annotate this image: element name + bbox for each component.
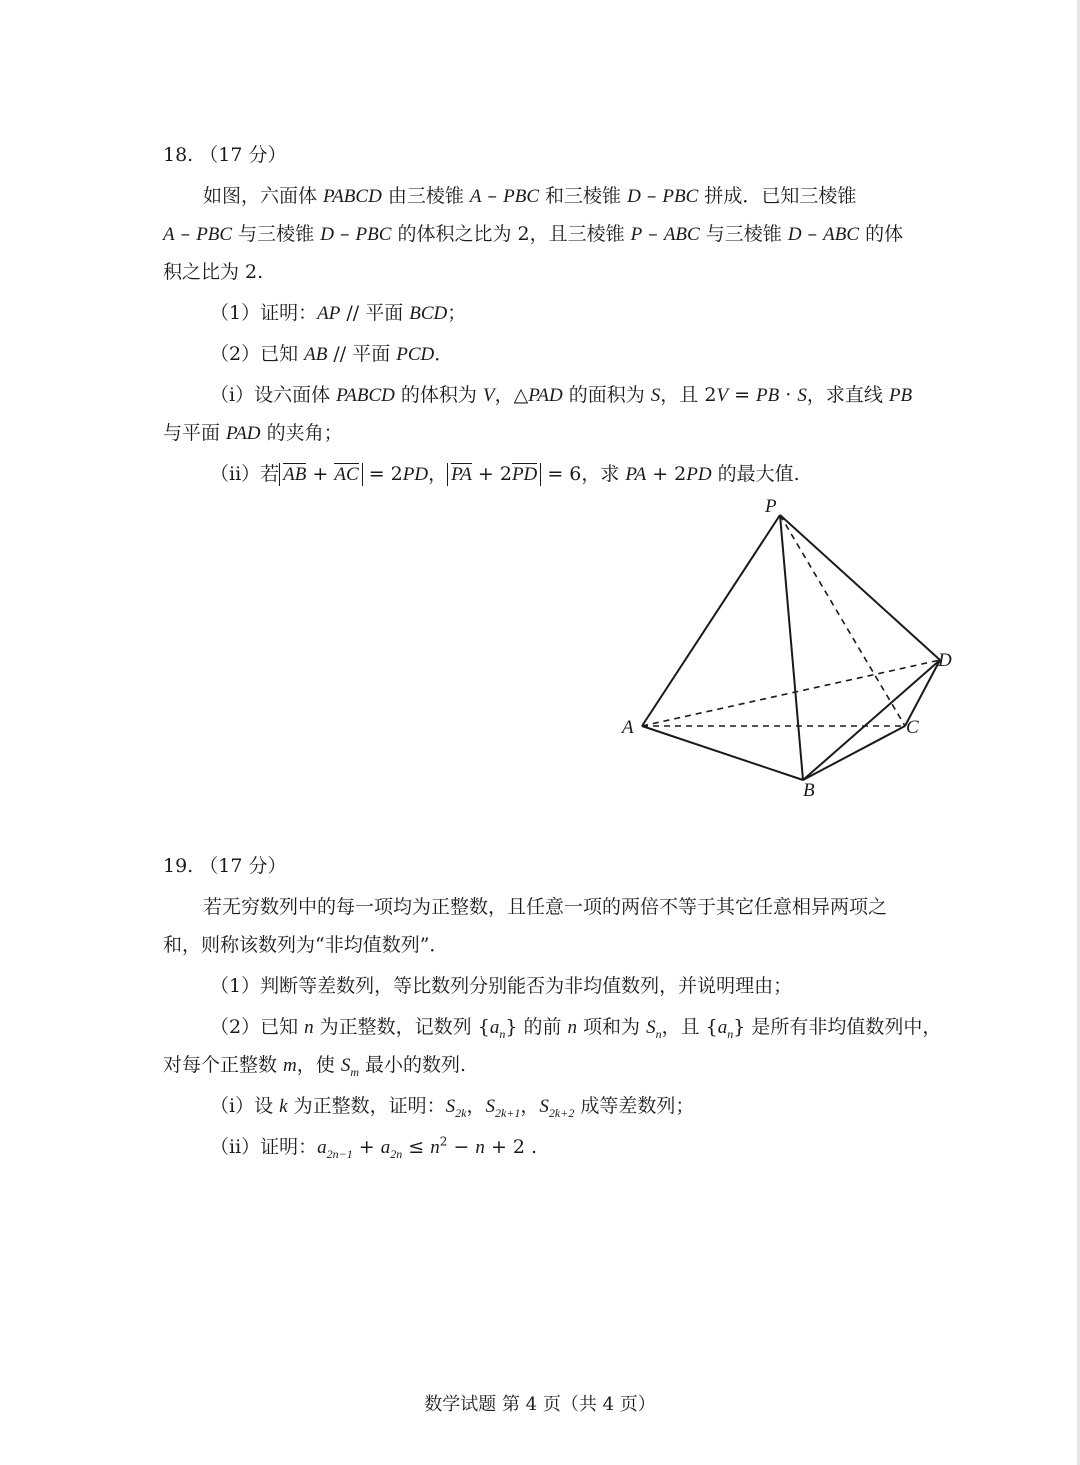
edge-AB: [642, 726, 803, 780]
q18-part1: （1）证明：AP // 平面 BCD；: [210, 302, 467, 324]
label-C: C: [906, 717, 919, 738]
q19-header: 19. （17 分）: [163, 855, 287, 877]
edge-PC: [780, 515, 905, 726]
q18-intro-line1: 如图，六面体 PABCD 由三棱锥 A – PBC 和三棱锥 D – PBC 拼成．已知三棱锥: [203, 185, 857, 207]
label-A: A: [622, 717, 634, 738]
label-P: P: [765, 496, 777, 517]
edge-PD: [780, 515, 940, 660]
edge-PB: [780, 515, 803, 780]
q18-part2: （2）已知 AB // 平面 PCD．: [210, 343, 454, 365]
q18-part2-i-line1: （i）设六面体 PABCD 的体积为 V，△PAD 的面积为 S，且 2V = PB · S，求直线 PB: [210, 384, 913, 406]
edge-PA: [642, 515, 780, 726]
q19-part2-ii: （ii）证明：$a_{2n-1} + a_{2n} \le n^2 - n + 2$ .: [210, 1134, 538, 1161]
q18-part2-ii: （ii）若 AB + AC = 2PD， PA + 2PD = 6，求 PA + 2PD 的最大值.: [210, 463, 800, 485]
q19-part2-line1: （2）已知 n 为正整数，记数列 $\{a_n\}$ 的前 n 项和为 $S_n$，且 $\{a_n\}$ 是所有非均值数列中，: [210, 1016, 942, 1041]
page-footer: 数学试题 第 4 页（共 4 页）: [424, 1394, 656, 1415]
q19-intro-line2: 和，则称该数列为“非均值数列”．: [163, 934, 449, 956]
q18-intro-line3: 积之比为 2.: [163, 261, 264, 283]
pyramid-figure: [600, 490, 980, 810]
q19-part2-line2: 对每个正整数 m，使 $S_m$ 最小的数列.: [163, 1054, 467, 1079]
abs-pa-pd: PA + 2PD: [447, 463, 541, 486]
label-B: B: [803, 780, 815, 801]
q19-part1: （1）判断等差数列，等比数列分别能否为非均值数列，并说明理由；: [210, 975, 793, 997]
edge-AD: [642, 660, 940, 726]
q19-intro-line1: 若无穷数列中的每一项均为正整数，且任意一项的两倍不等于其它任意相异两项之: [203, 896, 888, 918]
label-D: D: [938, 650, 952, 671]
q18-part2-i-line2: 与平面 PAD 的夹角；: [163, 422, 343, 444]
edge-BD: [803, 660, 940, 780]
q19-part2-i: （i）设 k 为正整数，证明：$S_{2k}$，$S_{2k+1}$，$S_{2k+2}$ 成等差数列；: [210, 1095, 695, 1120]
q18-header: 18. （17 分）: [163, 144, 287, 166]
q18-intro-line2: A – PBC 与三棱锥 D – PBC 的体积之比为 2，且三棱锥 P – ABC 与三棱锥 D – ABC 的体: [163, 223, 904, 245]
abs-ab-ac: AB + AC: [279, 463, 363, 486]
